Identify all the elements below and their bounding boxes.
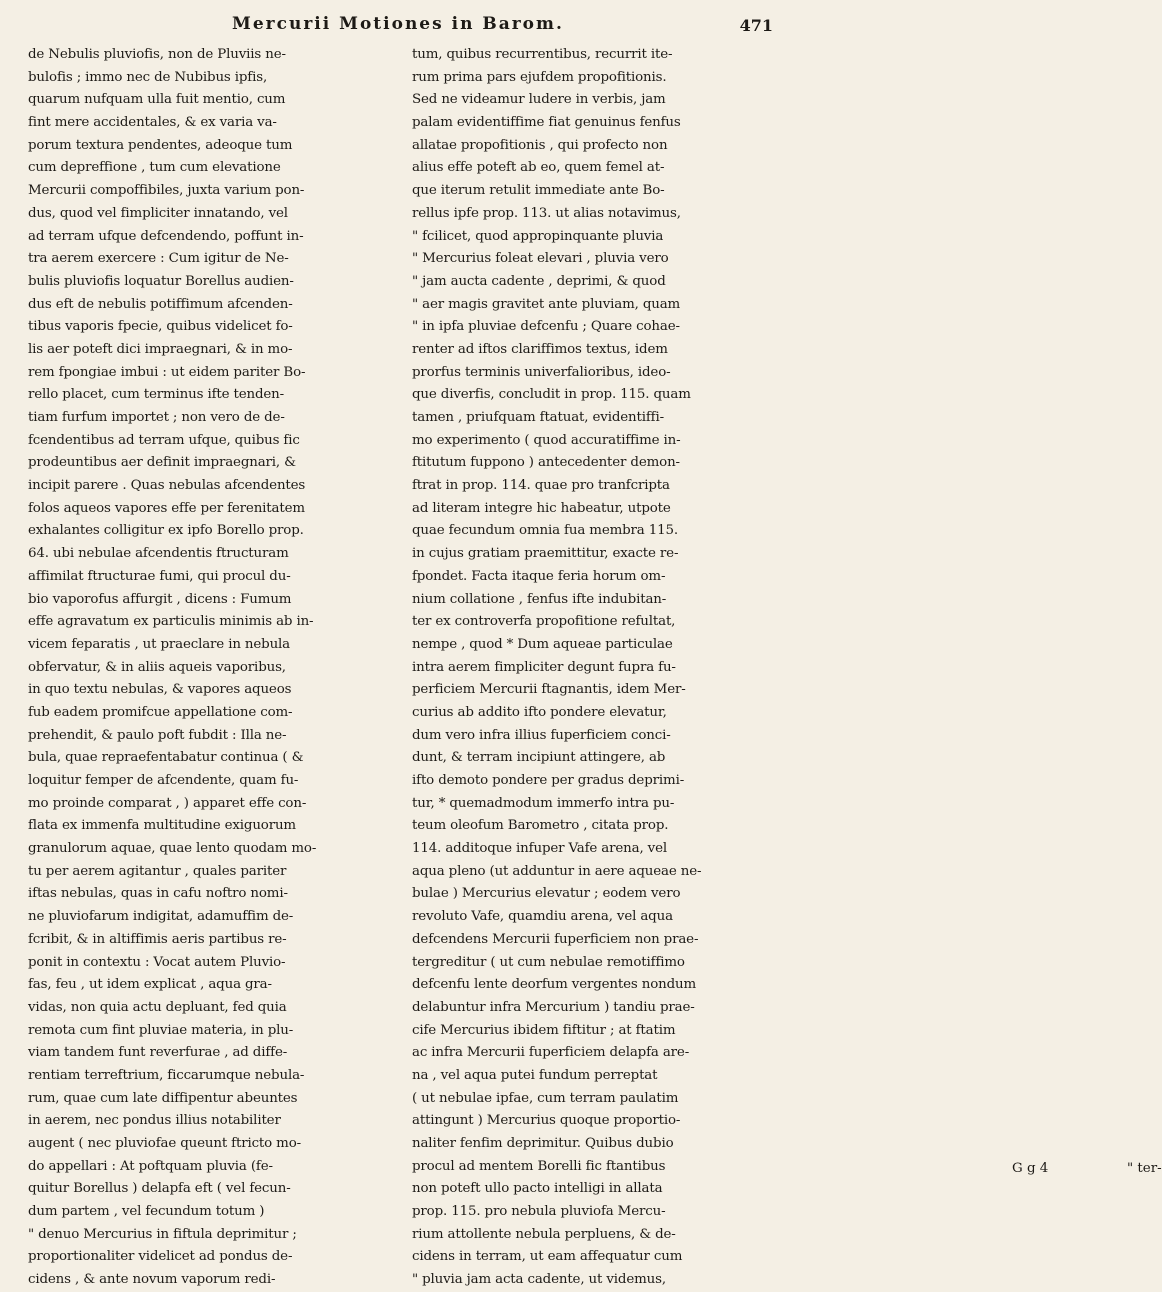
text-line: iftas nebulas, quas in cafu noftro nomi- [28,886,288,902]
text-line: vidas, non quia actu depluant, fed quia [28,999,287,1015]
text-line: " jam aucta cadente , deprimi, & quod [412,273,666,289]
text-line: attingunt ) Mercurius quoque proportio- [412,1113,681,1129]
text-line: rem fpongiae imbui : ut eidem pariter Bo- [28,364,306,380]
text-line: que diverfis, concludit in prop. 115. quam [412,387,691,403]
text-line: de Nebulis pluviofis, non de Pluviis ne- [28,47,286,62]
text-line: allatae propofitionis , qui profecto non [412,137,668,153]
text-line: " in ipfa pluviae defcenfu ; Quare cohae- [412,319,680,335]
text-line: Sed ne videamur ludere in verbis, jam [412,92,666,108]
text-line: intra aerem fimpliciter degunt fupra fu- [412,659,676,675]
text-line: curius ab addito ifto pondere elevatur, [412,704,667,720]
text-line: dus, quod vel fimpliciter innatando, vel [28,205,288,221]
text-line: naliter fenfim deprimitur. Quibus dubio [412,1136,674,1151]
text-line: augent ( nec pluviofae queunt ftricto mo- [28,1136,302,1151]
text-line: renter ad iftos clariffimos textus, idem [412,341,668,357]
text-line: quae fecundum omnia fua membra 115. [412,523,678,539]
text-line: fcendentibus ad terram ufque, quibus fic [28,432,300,448]
text-line: tamen , priufquam ftatuat, evidentiffi- [412,410,664,425]
text-line: bulae ) Mercurius elevatur ; eodem vero [412,886,681,902]
text-line: incipit parere . Quas nebulas afcendentes [28,478,306,494]
text-line: bio vaporofus affurgit , dicens : Fumum [28,591,292,607]
text-line: granulorum aquae, quae lento quodam mo- [28,841,317,857]
text-line: rellus ipfe prop. 113. ut alias notavimus, [412,205,681,221]
running-head: Mercurii Motiones in Barom. [232,14,564,34]
text-line: procul ad mentem Borelli fic ftantibus [412,1158,666,1174]
text-line: revoluto Vafe, quamdiu arena, vel aqua [412,909,673,925]
text-line: in cujus gratiam praemittitur, exacte re- [412,546,679,562]
text-line: remota cum fint pluviae materia, in plu- [28,1022,294,1038]
text-line: viam tandem funt reverfurae , ad diffe- [28,1045,288,1061]
text-line: nium collatione , fenfus ifte indubitan- [412,591,667,607]
text-line: prorfus terminis univerfalioribus, ideo- [412,364,671,380]
text-line: effe agravatum ex particulis minimis ab in- [28,614,314,630]
text-line: ifto demoto pondere per gradus deprimi- [412,773,685,788]
text-line: tra aerem exercere : Cum igitur de Ne- [28,251,289,267]
text-line: bulofis ; immo nec de Nubibus ipfis, [28,69,268,85]
text-line: non poteft ullo pacto intelligi in allata [412,1181,663,1197]
text-line: ne pluviofarum indigitat, adamuffim de- [28,909,294,925]
page-number: 471 [739,16,773,35]
text-line: rium attollente nebula perpluens, & de- [412,1226,676,1242]
text-line: prodeuntibus aer definit impraegnari, & [28,455,296,471]
text-line: nempe , quod * Dum aqueae particulae [412,636,673,652]
text-line: tiam furfum importet ; non vero de de- [28,410,285,425]
text-line: proportionaliter videlicet ad pondus de- [28,1249,293,1265]
text-line: dunt, & terram incipiunt attingere, ab [412,750,666,766]
text-line: ponit in contextu : Vocat autem Pluvio- [28,954,286,970]
text-line: tergreditur ( ut cum nebulae remotiffimo [412,954,685,970]
text-line: Mercurii compoffibiles, juxta varium pon- [28,183,305,199]
text-line: rello placet, cum terminus ifte tenden- [28,387,285,403]
text-line: bula, quae repraefentabatur continua ( & [28,750,304,766]
text-line: rum, quae cum late diffipentur abeuntes [28,1090,298,1106]
text-line: cidens , & ante novum vaporum redi- [28,1272,276,1288]
left-column [28,44,380,1292]
text-line: defcendens Mercurii fuperficiem non prae- [412,931,699,947]
text-line: quarum nufquam ulla fuit mentio, cum [28,92,286,108]
text-line: flata ex immenfa multitudine exiguorum [28,818,296,834]
text-line: " denuo Mercurius in fiftula deprimitur ; [28,1226,297,1242]
text-line: ad literam integre hic habeatur, utpote [412,500,671,516]
text-line: fint mere accidentales, & ex varia va- [28,115,277,131]
text-line: dum vero infra illius fuperficiem conci- [412,727,671,743]
text-line: fpondet. Facta itaque feria horum om- [412,568,666,584]
text-line: tum, quibus recurrentibus, recurrit ite- [412,47,673,62]
text-line: rum prima pars ejufdem propofitionis. [412,69,667,85]
text-line: teum oleofum Barometro , citata prop. [412,818,669,834]
text-line: ftitutum fuppono ) antecedenter demon- [412,455,680,471]
text-line: tur, * quemadmodum immerfo intra pu- [412,795,675,811]
text-line: fub eadem promifcue appellatione com- [28,704,293,720]
text-line: 64. ubi nebulae afcendentis ftructuram [28,546,289,562]
text-line: aqua pleno (ut adduntur in aere aqueae ne- [412,863,702,879]
text-line: defcenfu lente deorfum vergentes nondum [412,977,697,993]
text-line: alius effe poteft ab eo, quem femel at- [412,160,665,176]
text-line: loquitur femper de afcendente, quam fu- [28,773,299,788]
text-line: in aerem, nec pondus illius notabiliter [28,1113,281,1129]
text-line: mo experimento ( quod accuratiffime in- [412,432,681,448]
text-line: porum textura pendentes, adeoque tum [28,137,293,153]
text-line: vicem feparatis , ut praeclare in nebula [28,636,291,652]
text-line: cidens in terram, ut eam affequatur cum [412,1249,683,1265]
text-line: bulis pluviofis loquatur Borellus audien- [28,273,294,289]
text-line: dum partem , vel fecundum totum ) [28,1204,265,1220]
text-line: lis aer poteft dici impraegnari, & in mo- [28,341,293,357]
text-line: rentiam terreftrium, ficcarumque nebula- [28,1067,305,1083]
text-line: perficiem Mercurii ftagnantis, idem Mer- [412,682,686,698]
text-line: obfervatur, & in aliis aqueis vaporibus, [28,659,286,675]
text-line: " fcilicet, quod appropinquante pluvia [412,228,664,244]
text-line: tibus vaporis fpecie, quibus videlicet fo- [28,319,293,335]
text-line: ftrat in prop. 114. quae pro tranfcripta [412,478,670,494]
text-line: " pluvia jam acta cadente, ut videmus, [412,1272,666,1288]
text-line: " Mercurius foleat elevari , pluvia vero [412,251,669,267]
text-line: ( ut nebulae ipfae, cum terram paulatim [412,1090,679,1106]
text-line: na , vel aqua putei fundum perreptat [412,1067,658,1083]
text-line: ad terram ufque defcendendo, poffunt in- [28,228,304,244]
text-line: palam evidentiffime fiat genuinus fenfus [412,115,681,131]
text-line: mo proinde comparat , ) apparet effe con- [28,795,307,811]
catchword: " ter- [1127,1161,1162,1176]
text-line: que iterum retulit immediate ante Bo- [412,183,665,199]
text-line: delabuntur infra Mercurium ) tandiu prae- [412,999,695,1015]
text-line: prop. 115. pro nebula pluviofa Mercu- [412,1204,666,1220]
text-line: cife Mercurius ibidem fiftitur ; at ftatim [412,1022,676,1038]
text-line: do appellari : At poftquam pluvia (fe- [28,1158,273,1174]
text-line: ac infra Mercurii fuperficiem delapfa are- [412,1045,690,1061]
text-line: prehendit, & paulo poft fubdit : Illa ne- [28,727,287,743]
text-line: " aer magis gravitet ante pluviam, quam [412,296,681,312]
text-line: dus eft de nebulis potiffimum afcenden- [28,296,293,312]
text-line: in quo textu nebulas, & vapores aqueos [28,682,292,698]
signature-mark: G g 4 [1012,1161,1049,1176]
text-line: cum depreffione , tum cum elevatione [28,160,281,176]
text-line: affimilat ftructurae fumi, qui procul du- [28,568,291,584]
text-line: fas, feu , ut idem explicat , aqua gra- [28,977,272,993]
text-line: tu per aerem agitantur , quales pariter [28,863,287,879]
text-line: exhalantes colligitur ex ipfo Borello prop. [28,523,304,539]
text-line: ter ex controverfa propofitione refultat, [412,614,676,630]
text-line: quitur Borellus ) delapfa eft ( vel fecun- [28,1181,291,1197]
right-column [412,44,774,1292]
text-line: 114. additoque infuper Vafe arena, vel [412,841,668,857]
text-line: folos aqueos vapores effe per ferenitatem [28,500,305,516]
text-line: fcribit, & in altiffimis aeris partibus re- [28,931,287,947]
